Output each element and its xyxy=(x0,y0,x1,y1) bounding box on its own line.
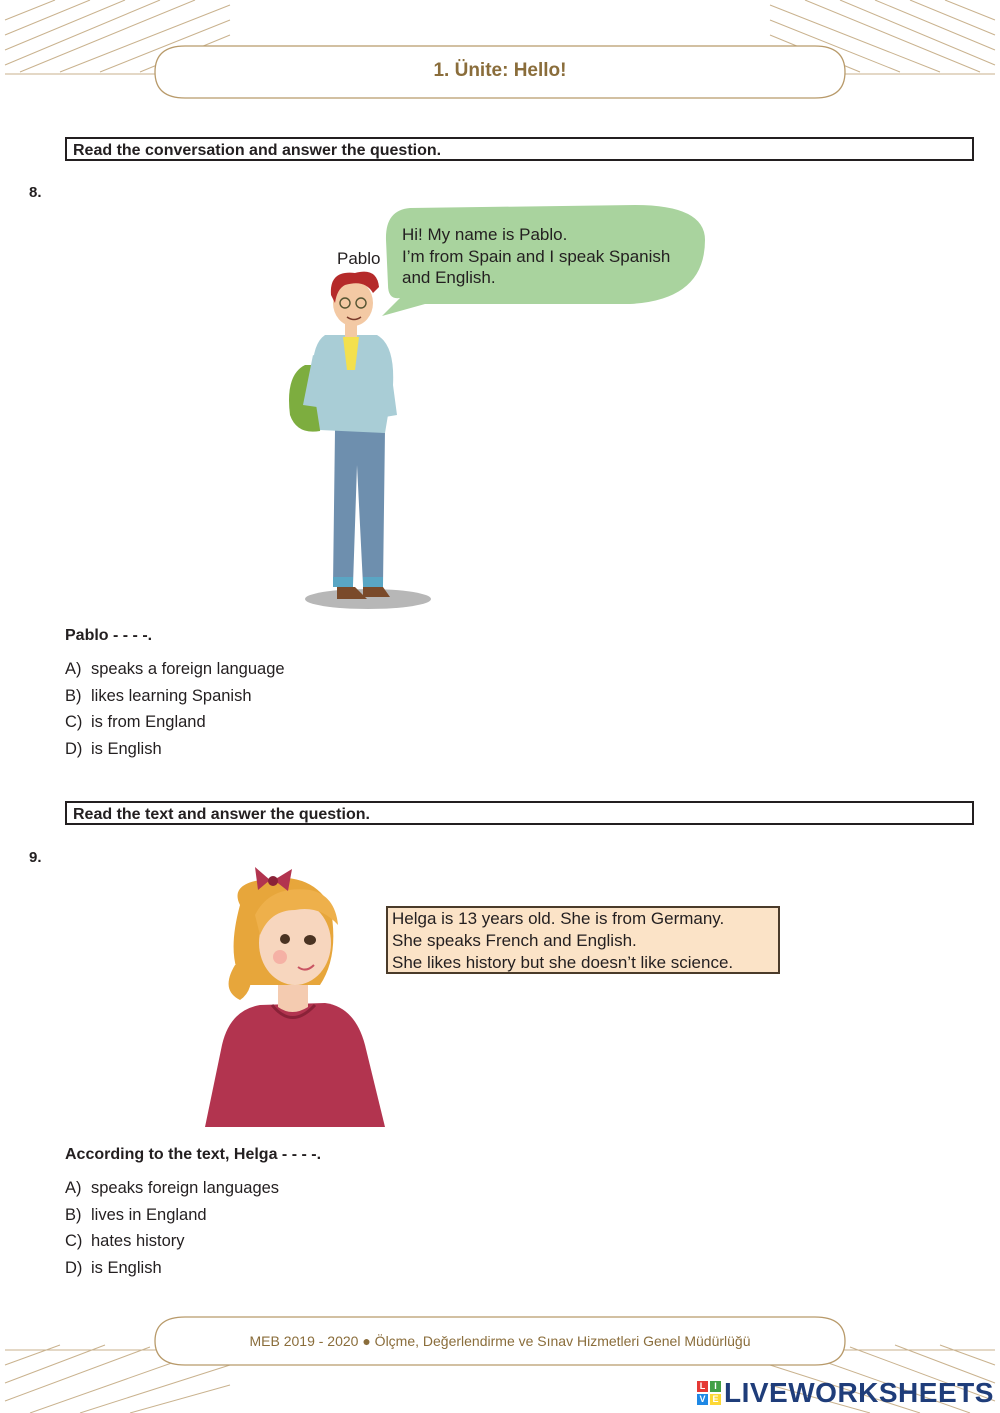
option-letter: A) xyxy=(65,1179,82,1197)
option-d[interactable] xyxy=(65,736,285,763)
option-text: speaks foreign languages xyxy=(91,1179,280,1197)
option-text: lives in England xyxy=(91,1205,207,1224)
logo-letter: E xyxy=(710,1394,721,1405)
footer-text: MEB 2019 - 2020 ● Ölçme, Değerlendirme ve Sınav Hizmetleri Genel Müdürlüğü xyxy=(249,1333,751,1349)
option-letter: C) xyxy=(65,1232,83,1251)
option-b[interactable] xyxy=(65,1202,279,1229)
question-stem-9: According to the text, Helga - - - -. xyxy=(65,1146,322,1163)
speaker-label: Pablo xyxy=(337,249,381,268)
helga-illustration xyxy=(200,865,390,1127)
bubble-line: and English. xyxy=(402,268,496,287)
option-a[interactable] xyxy=(65,656,285,683)
text-line: She speaks French and English. xyxy=(392,931,637,950)
option-letter: A) xyxy=(65,660,82,678)
option-letter: D) xyxy=(65,1259,83,1278)
reading-text-box xyxy=(386,906,780,974)
text-line: She likes history but she doesn’t like science. xyxy=(392,953,734,972)
option-letter: C) xyxy=(65,713,83,732)
bubble-line: I’m from Spain and I speak Spanish xyxy=(402,246,671,266)
question-number-9: 9. xyxy=(29,849,42,866)
instruction-q8: Read the conversation and answer the question. xyxy=(65,137,974,161)
option-d[interactable] xyxy=(65,1255,279,1282)
option-c[interactable] xyxy=(65,1228,279,1255)
option-letter: D) xyxy=(65,740,83,759)
option-text: is from England xyxy=(91,713,206,732)
instruction-q9: Read the text and answer the question. xyxy=(65,801,974,825)
page-title: 1. Ünite: Hello! xyxy=(433,60,567,81)
option-a[interactable] xyxy=(65,1175,279,1202)
text-line: Helga is 13 years old. She is from Germany. xyxy=(392,909,725,928)
question-stem-8: Pablo - - - -. xyxy=(65,627,153,644)
live-logo-icon xyxy=(697,1381,721,1405)
options-list-8 xyxy=(65,656,285,763)
bubble-line: Hi! My name is Pablo. xyxy=(402,225,568,244)
option-text: likes learning Spanish xyxy=(91,686,252,705)
option-text: hates history xyxy=(91,1232,185,1251)
header-decoration xyxy=(0,0,1000,110)
brand-name: LIVEWORKSHEETS xyxy=(724,1377,994,1408)
logo-letter: L xyxy=(697,1381,708,1392)
pablo-illustration xyxy=(285,265,445,615)
liveworksheets-logo[interactable] xyxy=(697,1377,994,1409)
logo-letter: V xyxy=(697,1394,708,1405)
option-c[interactable] xyxy=(65,709,285,736)
option-letter: B) xyxy=(65,1205,82,1224)
option-text: is English xyxy=(91,1259,162,1278)
question-number-8: 8. xyxy=(29,184,42,201)
option-b[interactable] xyxy=(65,683,285,710)
option-text: is English xyxy=(91,740,162,759)
option-letter: B) xyxy=(65,686,82,705)
logo-letter: I xyxy=(710,1381,721,1392)
options-list-9 xyxy=(65,1175,279,1282)
option-text: speaks a foreign language xyxy=(91,660,285,678)
